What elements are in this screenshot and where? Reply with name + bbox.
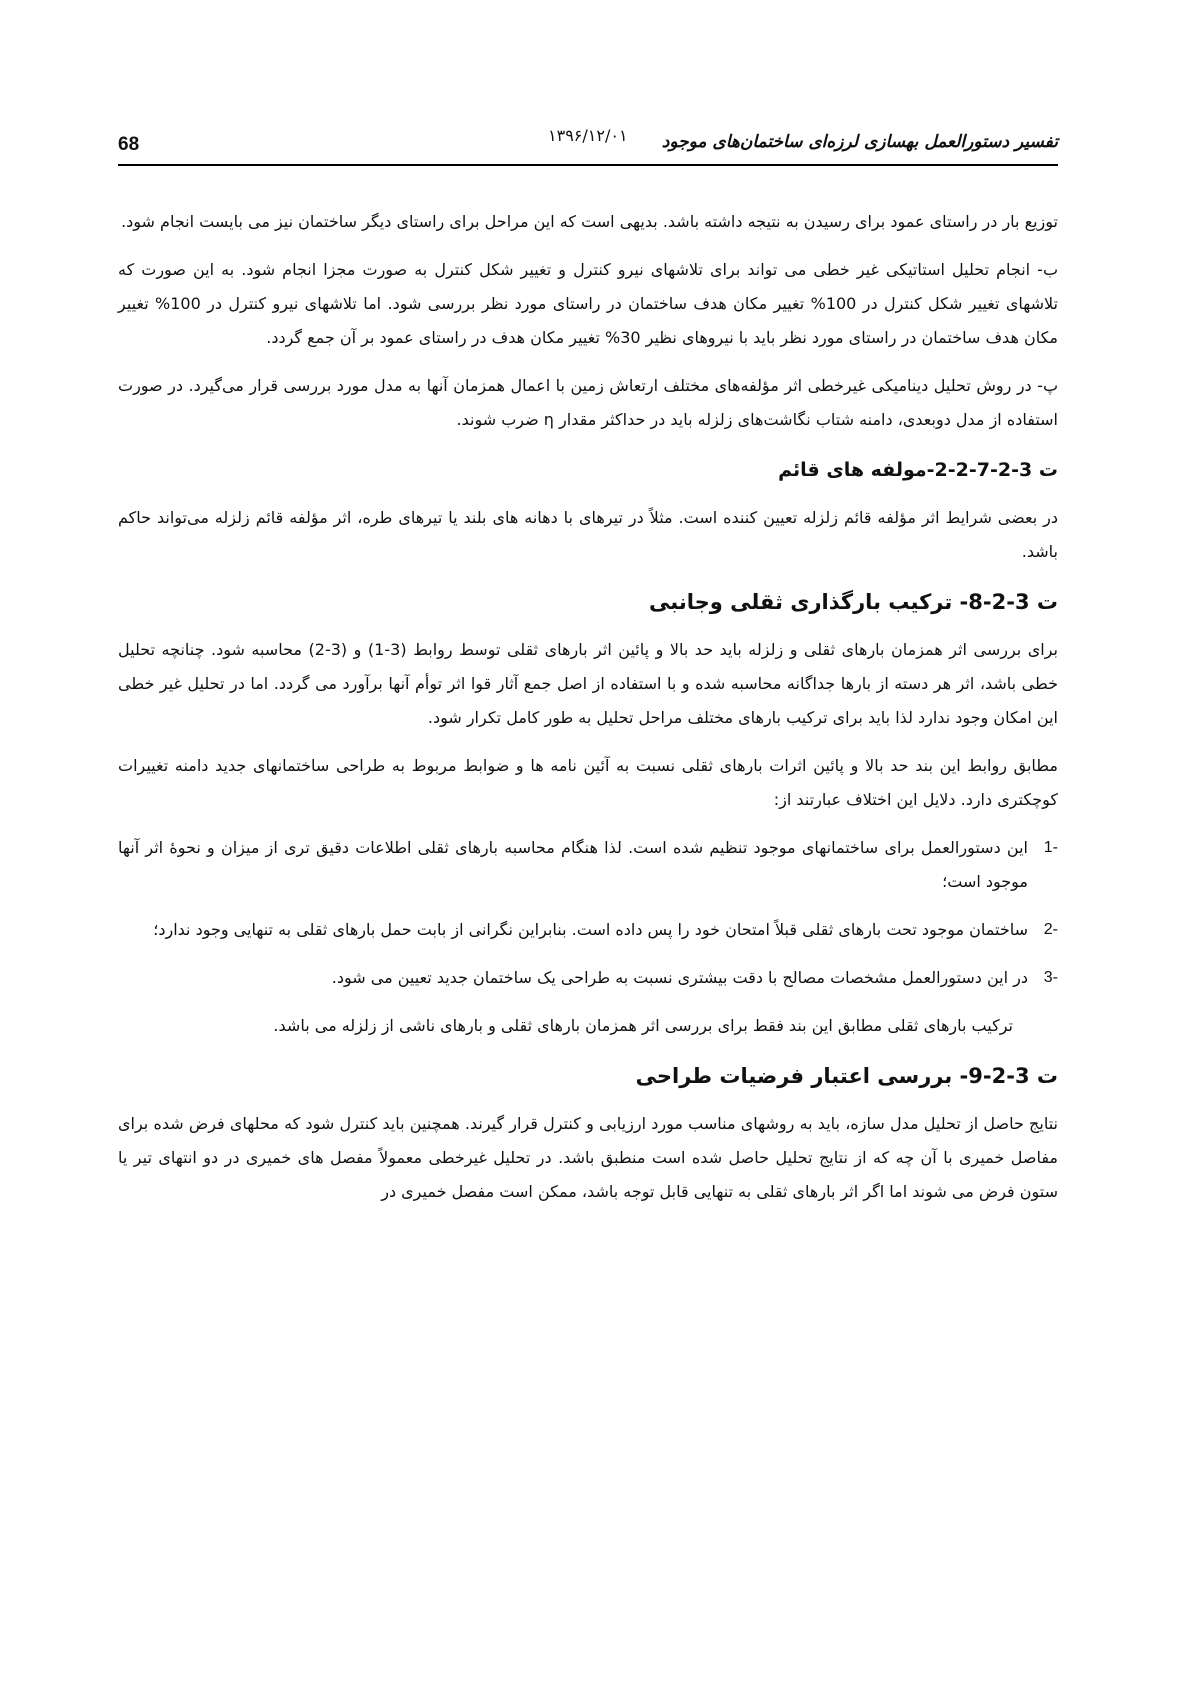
page-header bbox=[118, 128, 1058, 166]
list-number: -3 bbox=[1043, 969, 1058, 986]
list-number: -1 bbox=[1043, 839, 1058, 856]
list-text: ساختمان موجود تحت بارهای ثقلی قبلاً امتحان خود را پس داده است. بنابراین نگرانی از بابت حمل بارهای ثقلی به تنهایی وجود ندارد؛ bbox=[153, 920, 1028, 939]
list-item bbox=[118, 831, 1058, 899]
paragraph-1: توزیع بار در راستای عمود برای رسیدن به نتیجه داشته باشد. بدیهی است که این مراحل برای راستای دیگر ساختمان نیز می بایست انجام شود. bbox=[121, 212, 1058, 231]
page-number: 68 bbox=[118, 134, 140, 155]
paragraph-8: نتایج حاصل از تحلیل مدل سازه، باید به روشهای مناسب مورد ارزیابی و کنترل قرار گیرند. همچنین باید کنترل شود که محلهای فرض شده برای مفاصل خمیری با آن چه که از نتایج تحلیل حاصل شده است منطبق باشد. در تحلیل غیرخطی معمولاً مفصل های خمیری در دو انتهای تیر یا ستون فرض می شوند اما اگر اثر بارهای ثقلی به تنهایی قابل توجه باشد، ممکن است مفصل خمیری در bbox=[118, 1114, 1058, 1201]
page-body bbox=[118, 205, 1058, 1223]
list-number: -2 bbox=[1043, 921, 1058, 938]
section-heading-load-combination: ت 3-2-8- ترکیب بارگذاری ثقلی وجانبی bbox=[649, 590, 1058, 614]
section-heading-design-assumptions: ت 3-2-9- بررسی اعتبار فرضیات طراحی bbox=[635, 1064, 1058, 1088]
list-text: در این دستورالعمل مشخصات مصالح با دقت بیشتری نسبت به طراحی یک ساختمان جدید تعیین می شود. bbox=[331, 968, 1028, 987]
paragraph-4: در بعضی شرایط اثر مؤلفه قائم زلزله تعیین کننده است. مثلاً در تیرهای با دهانه های بلند یا تیرهای طره، اثر مؤلفه قائم زلزله می‌تواند حاکم باشد. bbox=[118, 508, 1058, 561]
section-heading-vertical-components: ت 3-2-7-2-2-مولفه های قائم bbox=[778, 459, 1058, 481]
list-item bbox=[118, 913, 1058, 947]
paragraph-7: ترکیب بارهای ثقلی مطابق این بند فقط برای بررسی اثر همزمان بارهای ثقلی و بارهای ناشی از زلزله می باشد. bbox=[273, 1016, 1013, 1035]
running-title: تفسیر دستورالعمل بهسازی لرزه‌ای ساختمان‌های موجود bbox=[661, 132, 1058, 152]
paragraph-5: برای بررسی اثر همزمان بارهای ثقلی و زلزله باید حد بالا و پائین اثر بارهای ثقلی توسط روابط (3-1) و (3-2) محاسبه شود. چنانچه تحلیل خطی باشد، اثر هر دسته از بارها جداگانه محاسبه شده و با استفاده از اصل جمع آثار قوا اثر توأم آنها برآورد می گردد. اما در تحلیل غیر خطی این امکان وجود ندارد لذا باید برای ترکیب بارهای مختلف مراحل تحلیل به طور کامل تکرار شود. bbox=[118, 640, 1059, 727]
header-date: ۱۳۹۶/۱۲/۰۱ bbox=[548, 126, 628, 145]
list-text: این دستورالعمل برای ساختمانهای موجود تنظیم شده است. لذا هنگام محاسبه بارهای ثقلی اطلاعات دقیق تری از میزان و نحوهٔ اثر آنها موجود است؛ bbox=[118, 838, 1028, 891]
list-item bbox=[118, 961, 1058, 995]
paragraph-6: مطابق روابط این بند حد بالا و پائین اثرات بارهای ثقلی نسبت به آئین نامه ها و ضوابط مربوط به طراحی ساختمانهای جدید دامنه تغییرات کوچکتری دارد. دلایل این اختلاف عبارتند از: bbox=[118, 756, 1058, 809]
paragraph-3: پ- در روش تحلیل دینامیکی غیرخطی اثر مؤلفه‌های مختلف ارتعاش زمین با اعمال همزمان آنها به مدل مورد بررسی قرار می‌گیرد. در صورت استفاده از مدل دوبعدی، دامنه شتاب نگاشت‌های زلزله باید در حداکثر مقدار η ضرب شوند. bbox=[118, 376, 1058, 429]
paragraph-2: ب- انجام تحلیل استاتیکی غیر خطی می تواند برای تلاشهای نیرو کنترل و تغییر شکل کنترل به صورت مجزا انجام شود. به این صورت که تلاشهای تغییر شکل کنترل در 100% تغییر مکان هدف ساختمان در راستای مورد نظر بررسی شود. اما تلاشهای نیرو کنترل در 100% تغییر مکان هدف ساختمان در راستای مورد نظر باید با نیروهای نظیر 30% تغییر مکان هدف در راستای عمود بر آن جمع گردد. bbox=[118, 260, 1058, 347]
